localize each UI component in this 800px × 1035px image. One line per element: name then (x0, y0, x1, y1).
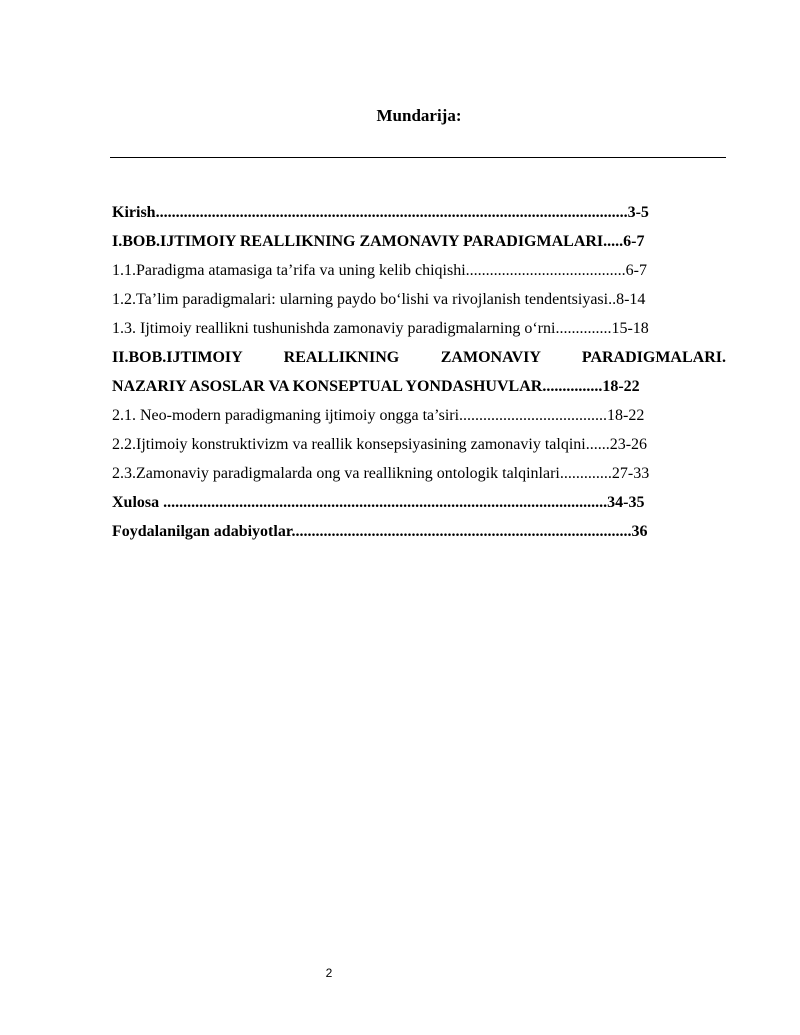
toc-entry-xulosa: Xulosa ...............................................................................................................34-35 (112, 494, 645, 511)
toc-entry-1-3: 1.3. Ijtimoiy reallikni tushunishda zamonaviy paradigmalarning o‘rni..............15-18 (112, 320, 649, 337)
toc-entry-chapter-2-line-2: NAZARIY ASOSLAR VA KONSEPTUAL YONDASHUVLAR...............18-22 (112, 378, 640, 395)
toc-entry-2-3: 2.3.Zamonaviy paradigmalarda ong va reallikning ontologik talqinlari.............27-33 (112, 465, 650, 482)
toc-entry-1-2: 1.2.Ta’lim paradigmalari: ularning paydo bo‘lishi va rivojlanish tendentsiyasi..8-14 (112, 291, 646, 308)
page-number: 2 (325, 966, 333, 980)
toc-entry-chapter-2-line-1: II.BOB.IJTIMOIY REALLIKNING ZAMONAVIY PARADIGMALARI. (112, 349, 726, 366)
table-of-contents (112, 198, 726, 546)
toc-entry-kirish: Kirish......................................................................................................................3-5 (112, 204, 649, 221)
toc-entry-adabiyotlar: Foydalanilgan adabiyotlar.....................................................................................36 (112, 523, 648, 540)
page-title: Mundarija: (376, 106, 462, 125)
toc-entry-2-1: 2.1. Neo-modern paradigmaning ijtimoiy ongga ta’siri.....................................18-22 (112, 407, 645, 424)
toc-entry-2-2: 2.2.Ijtimoiy konstruktivizm va reallik konsepsiyasining zamonaviy talqini......23-26 (112, 436, 648, 453)
toc-entry-1-1: 1.1.Paradigma atamasiga ta’rifa va uning kelib chiqishi........................................6-7 (112, 262, 647, 279)
title-divider (110, 157, 726, 158)
toc-entry-chapter-1: I.BOB.IJTIMOIY REALLIKNING ZAMONAVIY PARADIGMALARI.....6-7 (112, 233, 645, 250)
